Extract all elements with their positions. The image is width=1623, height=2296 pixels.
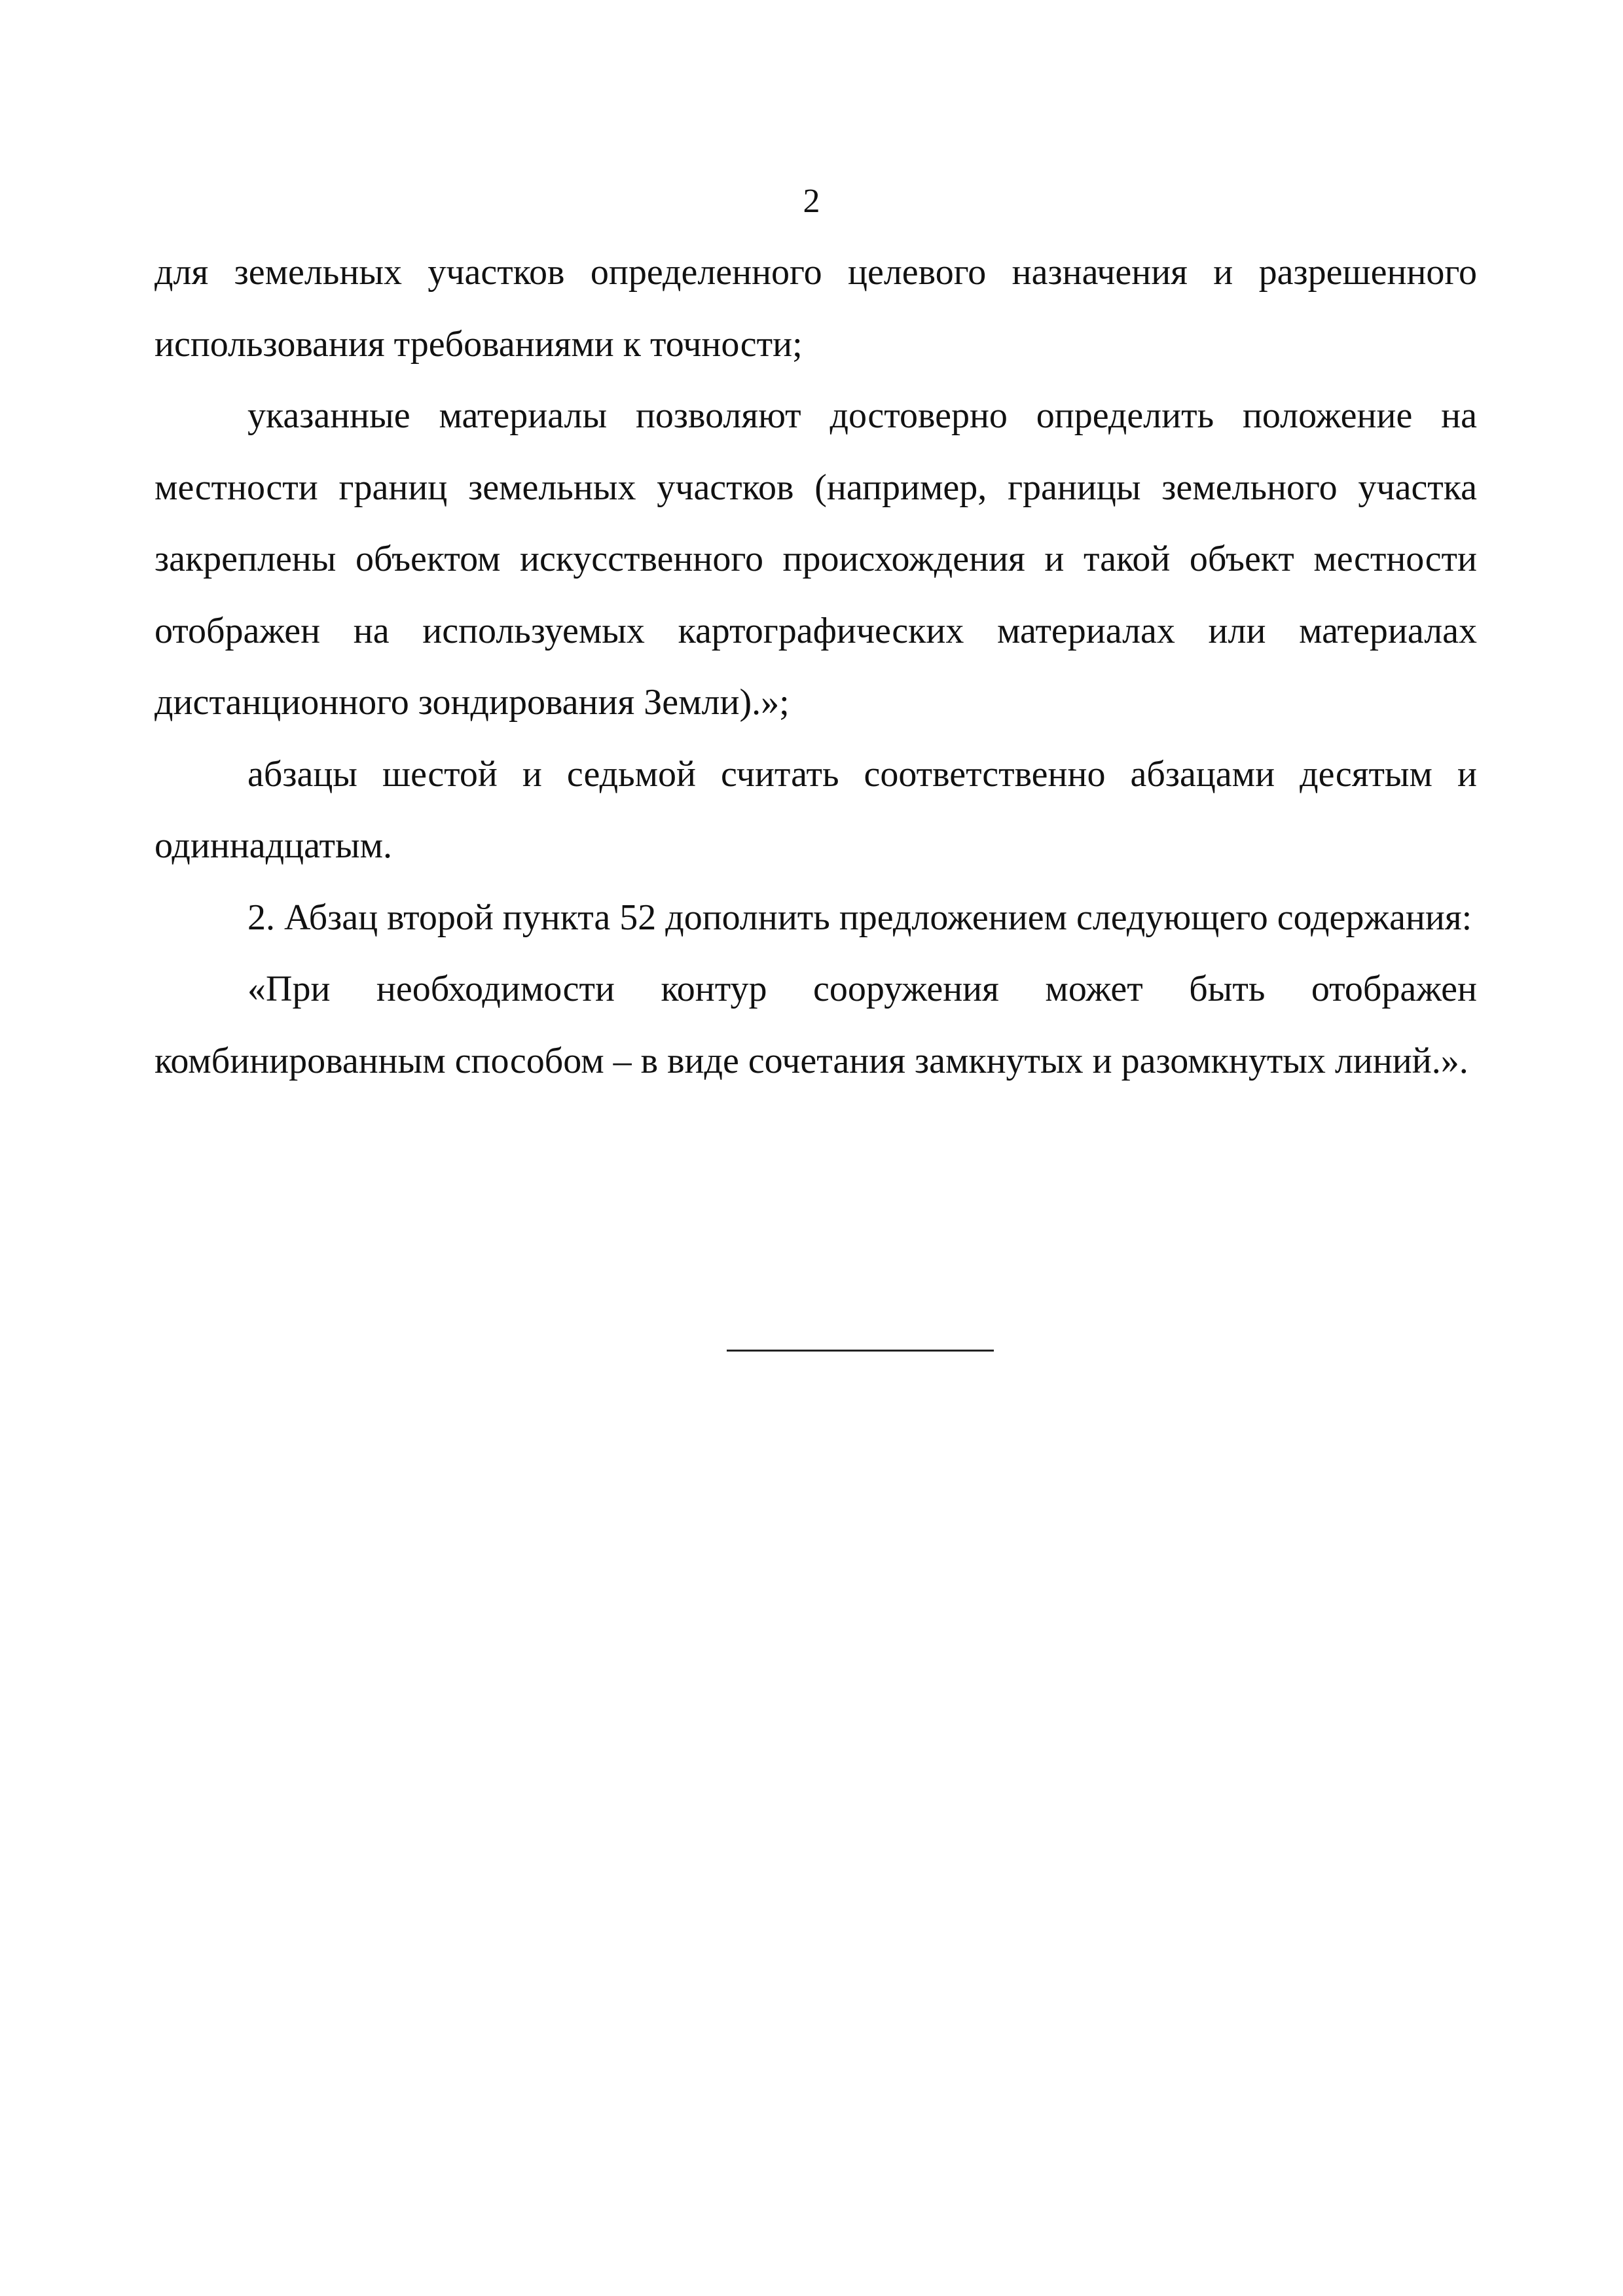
paragraph-renumbering: абзацы шестой и седьмой считать соответственно абзацами десятым и одиннадцатым.	[155, 753, 1477, 866]
end-divider	[727, 1350, 994, 1352]
page-number: 2	[803, 183, 820, 220]
paragraph-item-2: 2. Абзац второй пункта 52 дополнить предложением следующего содержания:	[247, 897, 1472, 938]
paragraph-quote: «При необходимости контур сооружения может быть отображен комбинированным способом – в виде сочетания замкнутых и разомкнутых линий.».	[155, 969, 1477, 1081]
document-body	[155, 237, 1477, 1097]
paragraph-materials: указанные материалы позволяют достоверно определить положение на местности границ земельных участков (например, границы земельного участка закреплены объектом искусственного происхождения и такой объект местности отображен на используемых картографических материалах или материалах дистанционного зондирования Земли).»;	[155, 395, 1477, 723]
paragraph-continuation: для земельных участков определенного целевого назначения и разрешенного использования требованиями к точности;	[155, 252, 1477, 365]
